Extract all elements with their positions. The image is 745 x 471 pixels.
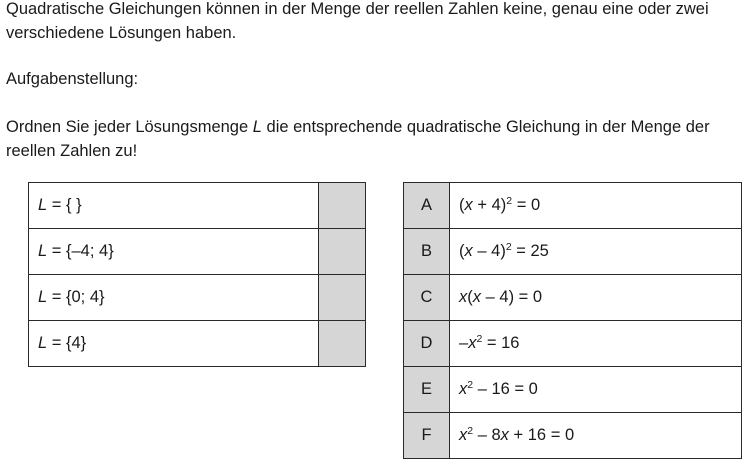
- equation-text: x(x – 4) = 0: [459, 288, 543, 306]
- equation-text: $x^2 - 8x + 16 = 0$: [459, 425, 575, 444]
- equation-row: [404, 229, 742, 275]
- intro-paragraph: Quadratische Gleichungen können in der Menge der reellen Zahlen keine, genau eine oder zwei verschiedene Lösungen haben.: [6, 0, 709, 42]
- equation-text: (x – 4)$^2$ = 25: [459, 241, 549, 260]
- solution-set-cell: [29, 275, 319, 321]
- equation-row: [404, 321, 742, 367]
- equation-cell: [450, 275, 742, 321]
- solution-set-row: [29, 183, 366, 229]
- equation-text: $(x + 4)^2 = 0$: [459, 195, 541, 214]
- solution-set-row: [29, 275, 366, 321]
- solution-set-cell: [29, 321, 319, 367]
- equation-cell: [450, 413, 742, 459]
- task-variable: L: [252, 118, 262, 136]
- solution-set-value: = {0; 4}: [47, 288, 105, 306]
- equation-letter: A: [404, 183, 450, 229]
- solution-set-value: = { }: [47, 196, 82, 214]
- solution-set-text: [38, 334, 86, 352]
- answer-box[interactable]: [319, 275, 366, 321]
- solution-set-row: [29, 321, 366, 367]
- solution-set-variable: L: [38, 242, 48, 260]
- solution-set-table: [28, 182, 366, 367]
- equation-letter: C: [404, 275, 450, 321]
- solution-set-variable: L: [38, 196, 48, 214]
- solution-set-text: [38, 196, 82, 214]
- equation-row: [404, 413, 742, 459]
- solution-set-cell: [29, 229, 319, 275]
- equation-row: [404, 275, 742, 321]
- equation-letter: F: [404, 413, 450, 459]
- solution-set-text: [38, 242, 114, 260]
- solution-set-row: [29, 229, 366, 275]
- answer-box[interactable]: [319, 321, 366, 367]
- equation-row: [404, 183, 742, 229]
- solution-set-variable: L: [38, 288, 48, 306]
- equation-cell: [450, 183, 742, 229]
- equation-letter: D: [404, 321, 450, 367]
- task-heading: Aufgabenstellung:: [6, 70, 139, 88]
- solution-set-text: [38, 288, 105, 306]
- solution-set-cell: [29, 183, 319, 229]
- equation-text: $x^2 - 16 = 0$: [459, 379, 538, 398]
- task-text-after: die entsprechende quadratische Gleichung in der Menge der reellen Zahlen zu!: [6, 118, 710, 160]
- equation-cell: [450, 367, 742, 413]
- task-instruction: [6, 115, 742, 163]
- equation-letter: E: [404, 367, 450, 413]
- equation-table: [403, 182, 742, 459]
- equation-row: [404, 367, 742, 413]
- equation-cell: [450, 321, 742, 367]
- solution-set-value: = {4}: [47, 334, 87, 352]
- solution-set-variable: L: [38, 334, 48, 352]
- answer-box[interactable]: [319, 229, 366, 275]
- equation-text: $-x^2 = 16$: [459, 333, 520, 352]
- answer-box[interactable]: [319, 183, 366, 229]
- equation-cell: [450, 229, 742, 275]
- solution-set-value: = {–4; 4}: [47, 242, 114, 260]
- task-text-before: Ordnen Sie jeder Lösungsmenge: [6, 118, 253, 136]
- equation-letter: B: [404, 229, 450, 275]
